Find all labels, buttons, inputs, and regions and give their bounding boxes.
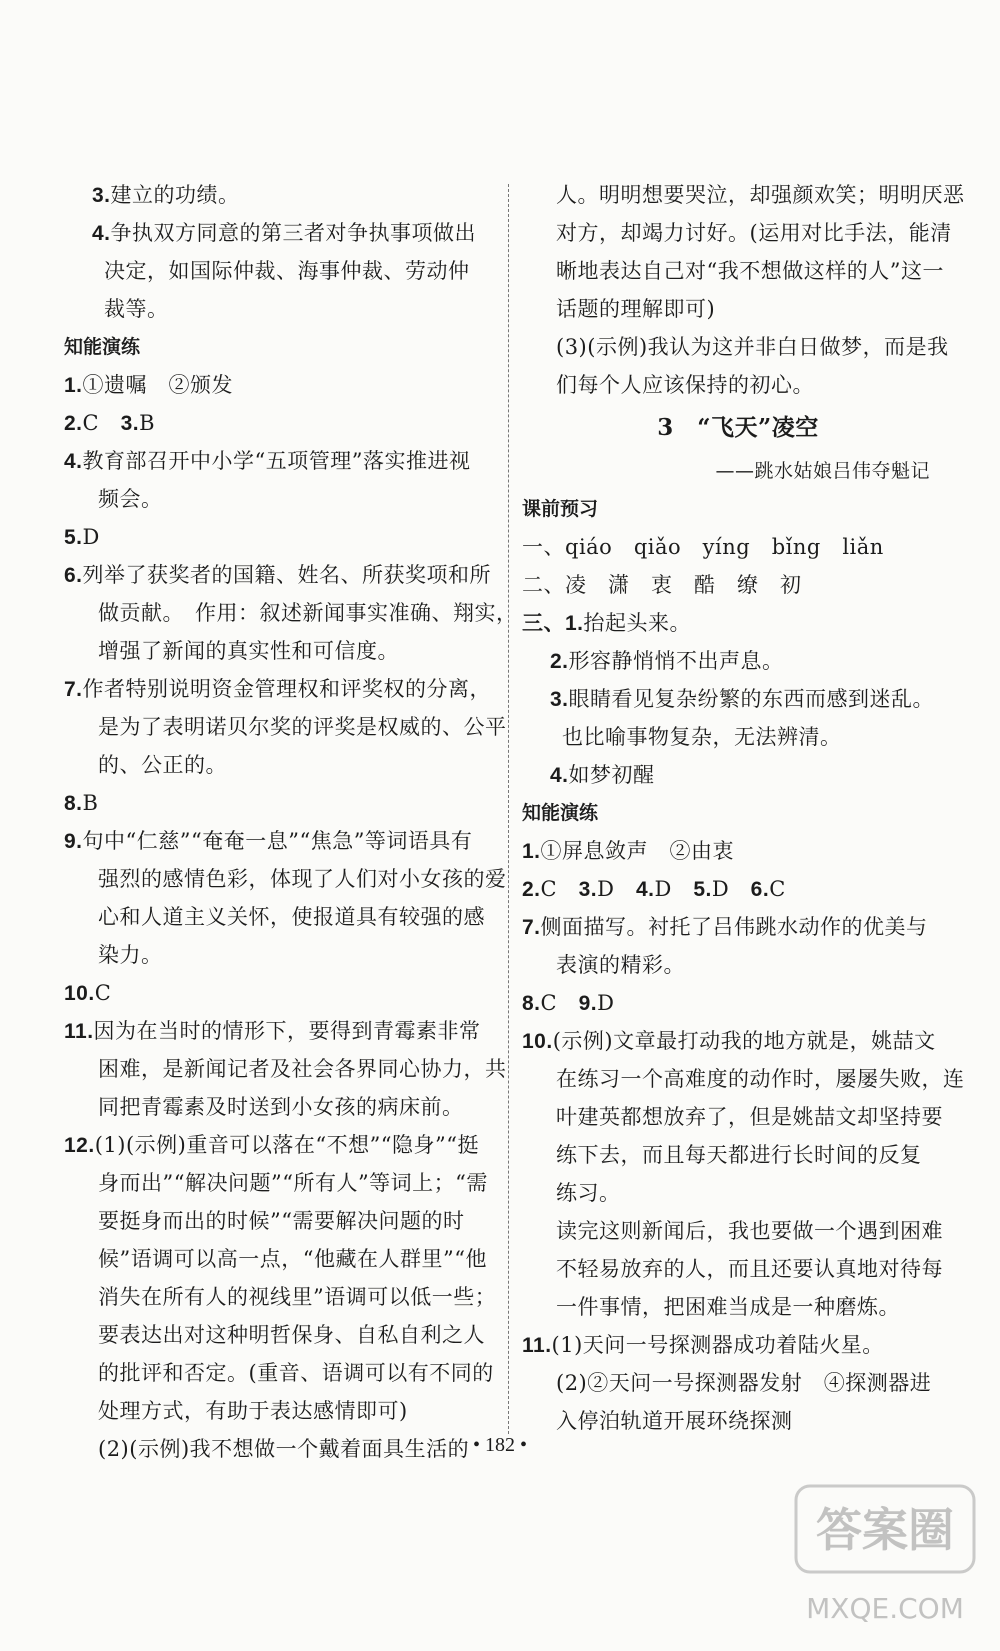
answer-text: 不轻易放弃的人，而且还要认真地对待每 (556, 1257, 943, 1281)
answer-number: 三、1. (522, 612, 584, 635)
answer-text: B (82, 791, 99, 815)
answer-number: 8. (64, 792, 83, 815)
answer-line (64, 1354, 494, 1392)
answer-text: 强烈的感情色彩，体现了人们对小女孩的爱 (98, 867, 507, 891)
section-heading: 知能演练 (64, 336, 141, 358)
answer-text: C (82, 411, 121, 435)
answer-item (64, 176, 494, 214)
answer-item (522, 756, 954, 794)
answer-line (64, 1202, 494, 1240)
answer-text: 做贡献。 作用：叙述新闻事实准确、翔实， (98, 601, 518, 625)
answer-text: (3)(示例)我认为这并非白日做梦，而是我 (556, 335, 949, 359)
answer-line (522, 252, 954, 290)
answer-text: 如梦初醒 (568, 763, 655, 787)
answer-text: C (540, 991, 579, 1015)
answer-line (522, 1364, 954, 1402)
answer-item (522, 870, 954, 908)
answer-item (522, 1326, 954, 1364)
answer-text: 争执双方同意的第三者对争执事项做出 (110, 221, 477, 245)
answer-line (64, 1164, 494, 1202)
answer-text: 二、凌 潇 衷 酷 缭 初 (522, 573, 802, 597)
answer-text: 叶建英都想放弃了，但是姚喆文却坚持要 (556, 1105, 943, 1129)
answer-text: 句中“仁慈”“奄奄一息”“焦急”等词语具有 (82, 829, 473, 853)
answer-item (64, 1012, 494, 1050)
answer-number: 7. (64, 678, 83, 701)
answer-line (64, 290, 494, 328)
chapter-subtitle: ——跳水姑娘吕伟夺魁记 (715, 460, 930, 482)
answer-text: 话题的理解即可) (556, 297, 716, 321)
answer-item (64, 556, 494, 594)
answer-text: 表演的精彩。 (556, 953, 685, 977)
answer-text: 的批评和否定。(重音、语调可以有不同的 (98, 1361, 494, 1385)
section-heading: 课前预习 (522, 498, 599, 520)
answer-line (522, 366, 954, 404)
answer-line (64, 1278, 497, 1316)
answer-line (64, 480, 494, 518)
answer-line (522, 946, 954, 984)
answer-line (64, 1240, 494, 1278)
answer-text: C (769, 877, 786, 901)
answer-number: 10. (64, 982, 95, 1005)
answer-item (522, 908, 954, 946)
answer-text: (2)(示例)我不想做一个戴着面具生活的 (98, 1437, 470, 1461)
answer-line (522, 1098, 954, 1136)
answer-text: C (94, 981, 112, 1005)
answer-item (64, 366, 494, 404)
answer-item (522, 1022, 954, 1060)
answer-number: 6. (64, 564, 83, 587)
answer-text: 消失在所有人的视线里”语调可以低一些； (98, 1285, 497, 1309)
answer-text: 作者特别说明资金管理权和评奖权的分离， (82, 677, 492, 701)
watermark-title: 答案圈 (816, 1503, 954, 1557)
answer-text: 练习。 (556, 1181, 621, 1205)
answer-text: D (597, 991, 615, 1015)
answer-number: 3. (550, 688, 569, 711)
answer-number: 4. (92, 222, 111, 245)
answer-text: 困难，是新闻记者及社会各界同心协力，共 (98, 1057, 507, 1081)
answer-text: D (654, 877, 694, 901)
answer-text: (示例)文章最打动我的地方就是，姚喆文 (552, 1029, 936, 1053)
answer-item (522, 832, 954, 870)
answer-line (64, 252, 494, 290)
answer-text: 增强了新闻的真实性和可信度。 (98, 639, 399, 663)
answer-item (64, 214, 494, 252)
answer-text: 形容静悄悄不出声息。 (568, 649, 784, 673)
answer-line (522, 290, 954, 328)
answer-line (64, 594, 518, 632)
answer-item (64, 1126, 494, 1164)
answer-number: 10. (522, 1030, 553, 1053)
page-number: • 182 • (472, 1434, 527, 1456)
answer-line (64, 1088, 494, 1126)
answer-text: 决定，如国际仲裁、海事仲裁、劳动仲 (104, 259, 470, 283)
answer-line (64, 936, 494, 974)
answer-number: 9. (64, 830, 83, 853)
answer-item (64, 404, 494, 442)
answer-line (522, 328, 954, 366)
answer-item (64, 518, 494, 556)
answer-text: C (540, 877, 579, 901)
answer-number: 2. (64, 412, 83, 435)
answer-number: 3. (120, 412, 140, 435)
answer-number: 3. (92, 184, 111, 207)
answer-text: 读完这则新闻后，我也要做一个遇到困难 (556, 1219, 943, 1243)
answer-text: 眼睛看见复杂纷繁的东西而感到迷乱。 (568, 687, 935, 711)
answer-text: 一件事情，把困难当成是一种磨炼。 (556, 1295, 900, 1319)
answer-line (64, 746, 494, 784)
answer-number: 4. (635, 878, 655, 901)
answer-number: 12. (64, 1134, 95, 1157)
answer-text: 一、qiáo qiǎo yíng bǐng liǎn (522, 535, 884, 559)
answer-line (522, 1136, 954, 1174)
answer-number: 1. (64, 374, 83, 397)
answer-text: 在练习一个高难度的动作时，屡屡失败，连 (556, 1067, 965, 1091)
answer-text: 对方，却竭力讨好。(运用对比手法，能清 (556, 221, 952, 245)
answer-item (64, 670, 494, 708)
watermark-logo (790, 1480, 980, 1640)
answer-line (64, 708, 507, 746)
answer-number: 5. (64, 526, 83, 549)
answer-text: D (597, 877, 636, 901)
answer-line (64, 1392, 494, 1430)
answer-text: 是为了表明诺贝尔奖的评奖是权威的、公平 (98, 715, 507, 739)
answer-line (64, 860, 507, 898)
answer-number: 4. (550, 764, 569, 787)
answer-text: 心和人道主义关怀，使报道具有较强的感 (98, 905, 485, 929)
answer-text: 要表达出对这种明哲保身、自私自利之人 (98, 1323, 485, 1347)
answer-text: 的、公正的。 (98, 753, 227, 777)
answer-text: 抬起头来。 (583, 611, 692, 635)
answer-item (64, 784, 494, 822)
answer-text: ①遗嘱 ②颁发 (82, 373, 234, 397)
section-heading: 知能演练 (522, 802, 599, 824)
right-column (522, 176, 965, 1440)
answer-number: 8. (522, 992, 541, 1015)
answer-item (522, 680, 954, 718)
answer-text: 教育部召开中小学“五项管理”落实推进视 (82, 449, 471, 473)
answer-text: 因为在当时的情形下，要得到青霉素非常 (93, 1019, 481, 1043)
answer-line (522, 1212, 954, 1250)
answer-text: 要挺身而出的时候”“需要解决问题的时 (98, 1209, 465, 1233)
answer-text: 入停泊轨道开展环绕探测 (556, 1409, 793, 1433)
answer-number: 6. (750, 878, 770, 901)
answer-number: 1. (522, 840, 541, 863)
answer-number: 3. (578, 878, 598, 901)
answer-line (64, 632, 494, 670)
answer-line (522, 566, 954, 604)
answer-text: 列举了获奖者的国籍、姓名、所获奖项和所 (82, 563, 492, 587)
answer-text: 处理方式，有助于表达感情即可) (98, 1399, 408, 1423)
chapter-title: 3 “飞天”凌空 (657, 414, 819, 441)
answer-text: (1)天问一号探测器成功着陆火星。 (551, 1333, 884, 1357)
answer-line (522, 528, 954, 566)
answer-text: 候”语调可以高一点，“他藏在人群里”“他 (98, 1247, 487, 1271)
answer-text: 练下去，而且每天都进行长时间的反复 (556, 1143, 922, 1167)
answer-text: 晰地表达自己对“我不想做这样的人”这一 (556, 259, 944, 283)
answer-text: 频会。 (98, 487, 163, 511)
answer-text: ①屏息敛声 ②由衷 (540, 839, 735, 863)
answer-text: 染力。 (98, 943, 163, 967)
answer-text: 侧面描写。衬托了吕伟跳水动作的优美与 (540, 915, 928, 939)
answer-number: 2. (522, 878, 541, 901)
answer-number: 5. (693, 878, 712, 901)
answer-item (64, 974, 494, 1012)
answer-line (522, 1250, 954, 1288)
answer-number: 9. (578, 992, 598, 1015)
answer-text: 裁等。 (104, 297, 169, 321)
answer-text: 建立的功绩。 (110, 183, 240, 207)
answer-text: B (139, 411, 156, 435)
answer-line (64, 1050, 507, 1088)
answer-item (522, 604, 954, 642)
answer-number: 11. (64, 1020, 94, 1043)
answer-line (522, 718, 954, 756)
answer-text: 同把青霉素及时送到小女孩的病床前。 (98, 1095, 464, 1119)
answer-text: (1)(示例)重音可以落在“不想”“隐身”“挺 (94, 1133, 480, 1157)
answer-item (64, 442, 494, 480)
answer-text: 们每个人应该保持的初心。 (556, 373, 814, 397)
answer-number: 11. (522, 1334, 552, 1357)
answer-text: 身而出”“解决问题”“所有人”等词上；“需 (98, 1171, 488, 1195)
answer-number: 7. (522, 916, 541, 939)
answer-item (522, 642, 954, 680)
answer-text: D (711, 877, 751, 901)
answer-text: 也比喻事物复杂，无法辨清。 (562, 725, 842, 749)
answer-line (522, 1174, 954, 1212)
watermark-url: MXQE.COM (806, 1592, 964, 1625)
answer-item (64, 822, 494, 860)
answer-text: 人。明明想要哭泣，却强颜欢笑；明明厌恶 (556, 183, 965, 207)
answer-number: 4. (64, 450, 83, 473)
answer-line (522, 1060, 965, 1098)
column-divider (508, 184, 509, 1434)
answer-line (522, 214, 954, 252)
answer-line (64, 1316, 494, 1354)
answer-line (522, 176, 965, 214)
answer-line (64, 898, 494, 936)
answer-text: (2)②天问一号探测器发射 ④探测器进 (556, 1371, 932, 1395)
answer-line (522, 1288, 954, 1326)
answer-number: 2. (550, 650, 569, 673)
answer-item (522, 984, 954, 1022)
answer-text: D (82, 525, 100, 549)
